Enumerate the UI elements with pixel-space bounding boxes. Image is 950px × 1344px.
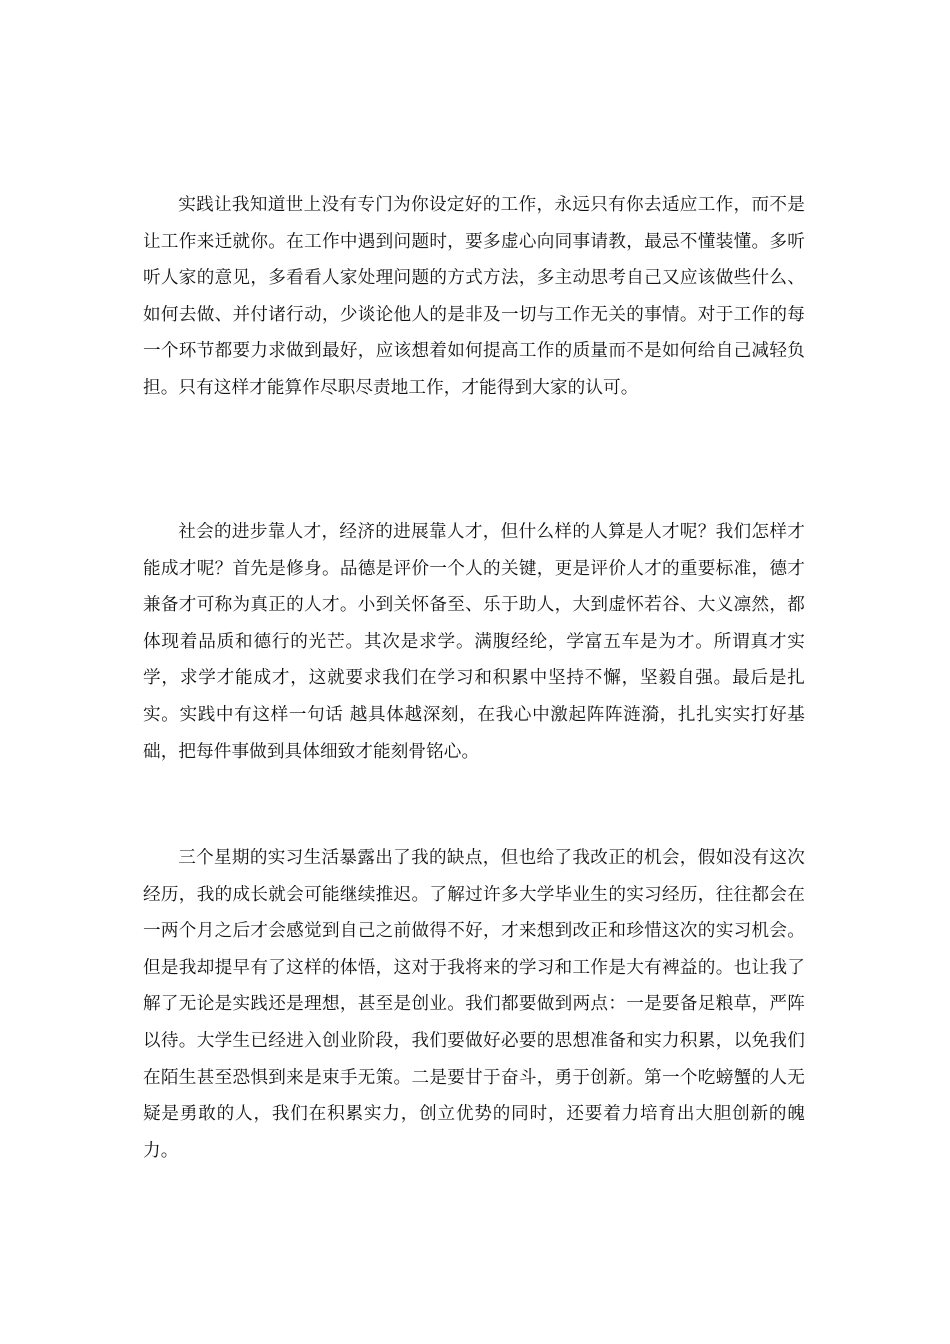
body-paragraph-2: 社会的进步靠人才，经济的进展靠人才，但什么样的人算是人才呢？我们怎样才能成才呢？首先是修身。品德是评价一个人的关键，更是评价人才的重要标准，德才兼备才可称为真正的人才。小到关怀备至、乐于助人，大到虚怀若谷、大义凛然，都体现着品质和德行的光芒。其次是求学。满腹经纶，学富五车是为才。所谓真才实学，求学才能成才，这就要求我们在学习和积累中坚持不懈，坚毅自强。最后是扎实。实践中有这样一句话 越具体越深刻，在我心中激起阵阵涟漪，扎扎实实打好基础，把每件事做到具体细致才能刻骨铭心。 bbox=[143, 522, 805, 762]
body-paragraph-3: 三个星期的实习生活暴露出了我的缺点，但也给了我改正的机会，假如没有这次经历，我的成长就会可能继续推迟。了解过许多大学毕业生的实习经历，往往都会在一两个月之后才会感觉到自己之前做得不好，才来想到改正和珍惜这次的实习机会。但是我却提早有了这样的体悟，这对于我将来的学习和工作是大有裨益的。也让我了解了无论是实践还是理想，甚至是创业。我们都要做到两点：一是要备足粮草，严阵以待。大学生已经进入创业阶段，我们要做好必要的思想准备和实力积累，以免我们在陌生甚至恐惧到来是束手无策。二是要甘于奋斗，勇于创新。第一个吃螃蟹的人无疑是勇敢的人，我们在积累实力，创立优势的同时，还要着力培育出大胆创新的魄力。 bbox=[143, 848, 805, 1161]
body-paragraph-1: 实践让我知道世上没有专门为你设定好的工作，永远只有你去适应工作，而不是让工作来迁就你。在工作中遇到问题时，要多虚心向同事请教，最忌不懂装懂。多听听人家的意见，多看看人家处理问题的方式方法，多主动思考自己又应该做些什么、如何去做、并付诸行动，少谈论他人的是非及一切与工作无关的事情。对于工作的每一个环节都要力求做到最好，应该想着如何提高工作的质量而不是如何给自己减轻负担。只有这样才能算作尽职尽责地工作，才能得到大家的认可。 bbox=[143, 195, 805, 398]
